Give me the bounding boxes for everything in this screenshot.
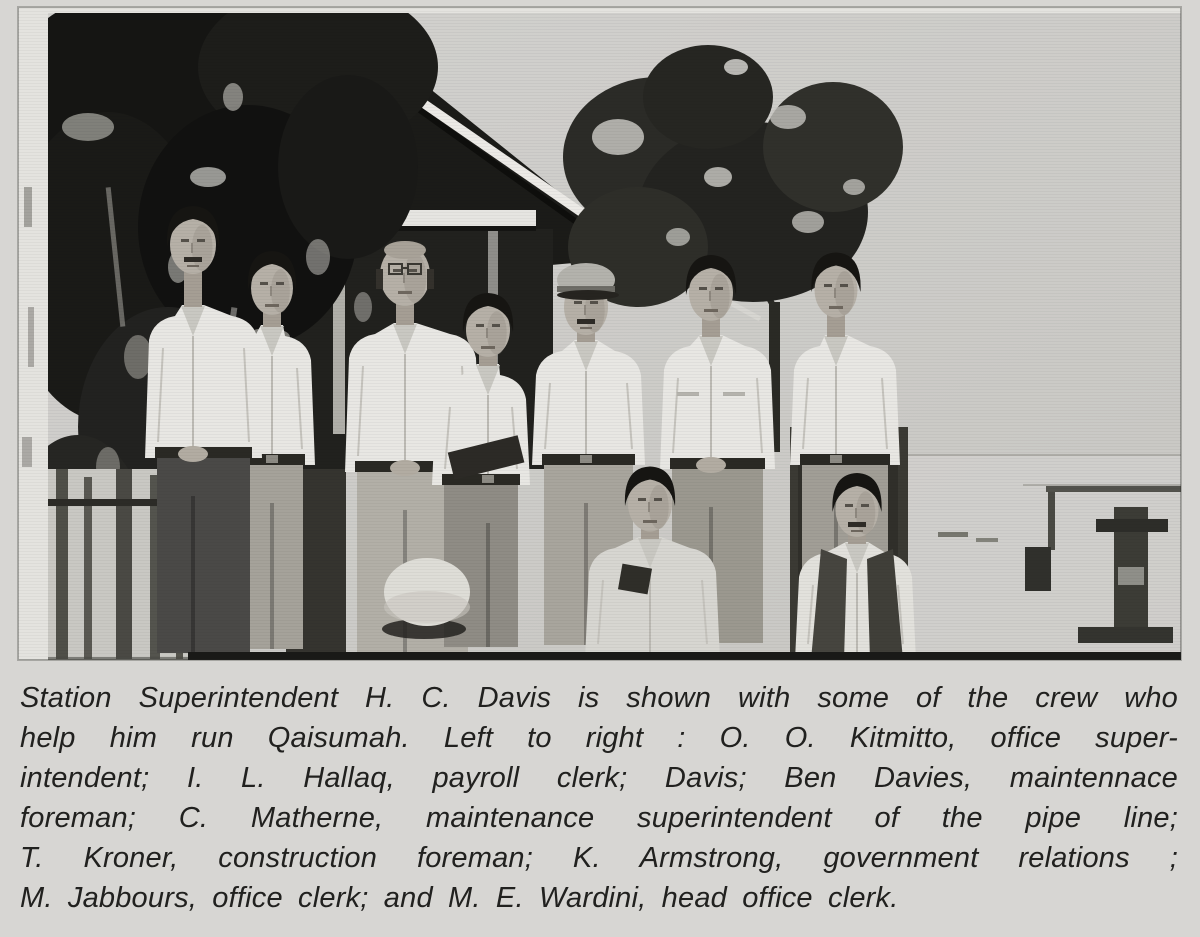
caption-line: help him run Qaisumah. Left to right : O. O. Kitmitto, office super- <box>20 722 1178 754</box>
white-hat <box>382 558 470 639</box>
caption-line: M. Jabbours, office clerk; and M. E. Wardini, head office clerk. <box>20 882 899 914</box>
caption-line: foreman; C. Matherne, maintenance superintendent of the pipe line; <box>20 802 1178 834</box>
photo-scene <box>18 7 1181 660</box>
caption-line: intendent; I. L. Hallaq, payroll clerk; Davis; Ben Davies, maintennace <box>20 762 1178 794</box>
photograph <box>18 7 1181 660</box>
caption-line: T. Kroner, construction foreman; K. Armstrong, government relations ; <box>20 842 1178 874</box>
caption-line: Station Superintendent H. C. Davis is shown with some of the crew who <box>20 682 1178 714</box>
bottom-shadow <box>48 652 1181 660</box>
photo-caption <box>20 678 1178 918</box>
